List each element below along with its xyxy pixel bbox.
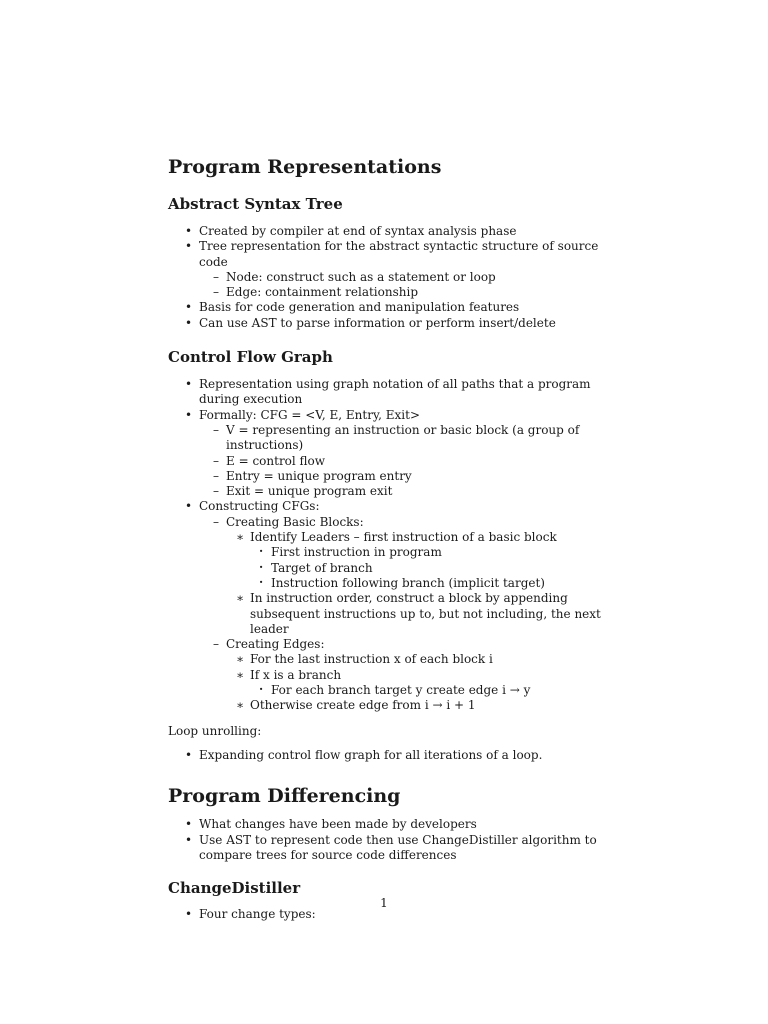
list-item: · Target of branch (168, 561, 608, 576)
list-item: – V = representing an instruction or basic block (a group of instructions) (168, 423, 608, 454)
list-item: – Edge: containment relationship (168, 285, 608, 300)
list-item: · First instruction in program (168, 545, 608, 560)
subsection-title-ast: Abstract Syntax Tree (168, 195, 343, 213)
list-item: – Creating Basic Blocks: (168, 515, 608, 530)
list-item: • Four change types: (168, 907, 608, 922)
subsection-title-changedistiller: ChangeDistiller (168, 879, 301, 898)
list-item: – Node: construct such as a statement or loop (168, 270, 608, 285)
differencing-list (168, 817, 608, 863)
list-item: • What changes have been made by developers (168, 817, 608, 832)
list-item: • Tree representation for the abstract syntactic structure of source code (168, 239, 608, 270)
page-number: 1 (380, 896, 388, 910)
cfg-list (168, 377, 608, 714)
loop-unrolling-label: Loop unrolling: (168, 723, 262, 738)
section-title-program-representations: Program Representations (168, 156, 442, 178)
list-item: • Representation using graph notation of all paths that a program during execution (168, 377, 608, 408)
list-item: – E = control flow (168, 454, 608, 469)
list-item: • Formally: CFG = <V, E, Entry, Exit> (168, 408, 608, 423)
loop-unrolling-list (168, 748, 608, 763)
list-item: • Expanding control flow graph for all iterations of a loop. (168, 748, 608, 763)
document-page (168, 154, 608, 922)
list-item: · Instruction following branch (implicit target) (168, 576, 608, 591)
list-item: • Use AST to represent code then use ChangeDistiller algorithm to compare trees for source code differences (168, 833, 608, 864)
list-item: • Created by compiler at end of syntax analysis phase (168, 224, 608, 239)
list-item: – Creating Edges: (168, 637, 608, 652)
list-item: • Constructing CFGs: (168, 499, 608, 514)
ast-list (168, 224, 608, 331)
list-item: • Basis for code generation and manipulation features (168, 300, 608, 315)
list-item: · For each branch target y create edge i → y (168, 683, 608, 698)
list-item: ∗ In instruction order, construct a block by appending subsequent instructions up to, but not including, the next leader (168, 591, 608, 637)
subsection-title-cfg: Control Flow Graph (168, 348, 333, 367)
list-item: – Entry = unique program entry (168, 469, 608, 484)
list-item: ∗ Identify Leaders – first instruction of a basic block (168, 530, 608, 545)
list-item: – Exit = unique program exit (168, 484, 608, 499)
list-item: • Can use AST to parse information or perform insert/delete (168, 316, 608, 331)
list-item: ∗ For the last instruction x of each block i (168, 652, 608, 667)
section-title-program-differencing: Program Differencing (168, 785, 401, 808)
list-item: ∗ If x is a branch (168, 668, 608, 683)
list-item: ∗ Otherwise create edge from i → i + 1 (168, 698, 608, 713)
